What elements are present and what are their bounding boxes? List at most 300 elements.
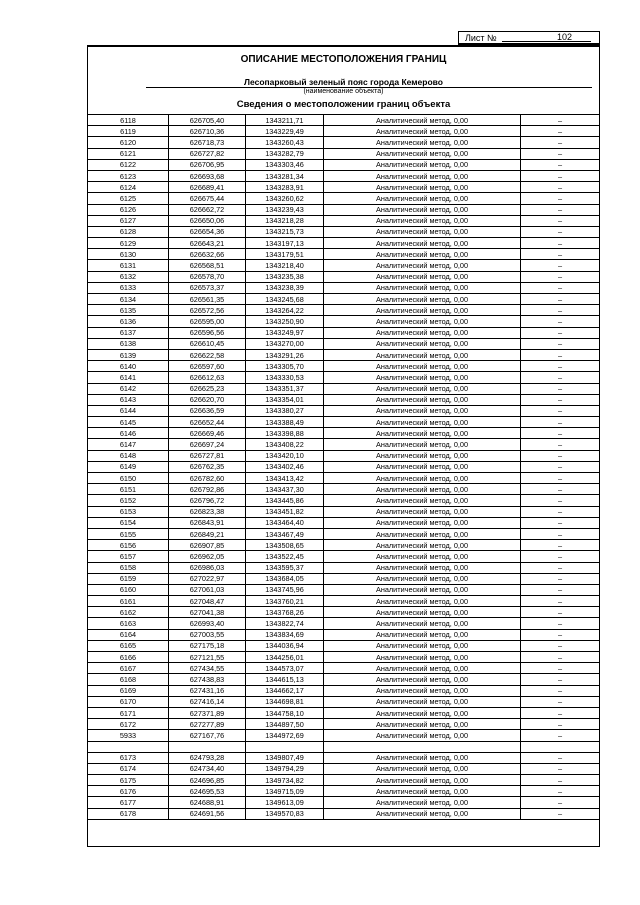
x-coordinate-cell: 626597,60 xyxy=(169,361,246,372)
description-cell: – xyxy=(521,193,600,204)
method-accuracy-cell: Аналитический метод, 0,00 xyxy=(324,226,521,237)
x-coordinate-cell: 626612,63 xyxy=(169,372,246,383)
description-cell: – xyxy=(521,707,600,718)
table-row xyxy=(88,786,600,797)
x-coordinate-cell: 626561,35 xyxy=(169,294,246,305)
point-number-cell: 6128 xyxy=(88,226,169,237)
table-row xyxy=(88,115,600,126)
method-accuracy-cell: Аналитический метод, 0,00 xyxy=(324,148,521,159)
y-coordinate-cell: 1349807,49 xyxy=(246,752,324,763)
point-number-cell: 6163 xyxy=(88,618,169,629)
point-number-cell xyxy=(88,741,169,752)
y-coordinate-cell: 1343354,01 xyxy=(246,394,324,405)
table-row xyxy=(88,126,600,137)
description-cell: – xyxy=(521,495,600,506)
description-cell: – xyxy=(521,473,600,484)
point-number-cell: 6127 xyxy=(88,215,169,226)
description-cell: – xyxy=(521,383,600,394)
x-coordinate-cell: 626610,45 xyxy=(169,338,246,349)
description-cell: – xyxy=(521,596,600,607)
y-coordinate-cell: 1343303,46 xyxy=(246,159,324,170)
point-number-cell: 6125 xyxy=(88,193,169,204)
description-cell: – xyxy=(521,696,600,707)
description-cell: – xyxy=(521,316,600,327)
y-coordinate-cell: 1343291,26 xyxy=(246,349,324,360)
y-coordinate-cell: 1343467,49 xyxy=(246,528,324,539)
table-row xyxy=(88,137,600,148)
x-coordinate-cell: 626620,70 xyxy=(169,394,246,405)
description-cell: – xyxy=(521,282,600,293)
method-accuracy-cell: Аналитический метод, 0,00 xyxy=(324,775,521,786)
x-coordinate-cell: 626568,51 xyxy=(169,260,246,271)
x-coordinate-cell: 626710,36 xyxy=(169,126,246,137)
method-accuracy-cell: Аналитический метод, 0,00 xyxy=(324,607,521,618)
table-row xyxy=(88,271,600,282)
description-cell: – xyxy=(521,461,600,472)
point-number-cell: 5933 xyxy=(88,730,169,741)
y-coordinate-cell: 1343250,90 xyxy=(246,316,324,327)
point-number-cell: 6138 xyxy=(88,338,169,349)
x-coordinate-cell: 626907,85 xyxy=(169,540,246,551)
description-cell: – xyxy=(521,517,600,528)
y-coordinate-cell: 1343451,82 xyxy=(246,506,324,517)
table-row xyxy=(88,450,600,461)
x-coordinate-cell: 627434,55 xyxy=(169,663,246,674)
method-accuracy-cell: Аналитический метод, 0,00 xyxy=(324,271,521,282)
y-coordinate-cell: 1344972,69 xyxy=(246,730,324,741)
description-cell: – xyxy=(521,338,600,349)
method-accuracy-cell: Аналитический метод, 0,00 xyxy=(324,808,521,819)
table-row xyxy=(88,316,600,327)
x-coordinate-cell: 626718,73 xyxy=(169,137,246,148)
y-coordinate-cell: 1343413,42 xyxy=(246,473,324,484)
description-cell: – xyxy=(521,271,600,282)
point-number-cell: 6178 xyxy=(88,808,169,819)
x-coordinate-cell: 626693,68 xyxy=(169,170,246,181)
description-cell: – xyxy=(521,562,600,573)
y-coordinate-cell: 1343388,49 xyxy=(246,417,324,428)
description-cell: – xyxy=(521,137,600,148)
point-number-cell: 6133 xyxy=(88,282,169,293)
method-accuracy-cell: Аналитический метод, 0,00 xyxy=(324,282,521,293)
table-row xyxy=(88,663,600,674)
point-number-cell: 6137 xyxy=(88,327,169,338)
method-accuracy-cell: Аналитический метод, 0,00 xyxy=(324,562,521,573)
y-coordinate-cell: 1343464,40 xyxy=(246,517,324,528)
method-accuracy-cell: Аналитический метод, 0,00 xyxy=(324,596,521,607)
point-number-cell: 6141 xyxy=(88,372,169,383)
method-accuracy-cell: Аналитический метод, 0,00 xyxy=(324,797,521,808)
table-row xyxy=(88,517,600,528)
y-coordinate-cell: 1343305,70 xyxy=(246,361,324,372)
table-row xyxy=(88,573,600,584)
x-coordinate-cell: 624793,28 xyxy=(169,752,246,763)
method-accuracy-cell: Аналитический метод, 0,00 xyxy=(324,629,521,640)
method-accuracy-cell: Аналитический метод, 0,00 xyxy=(324,126,521,137)
x-coordinate-cell: 626632,66 xyxy=(169,249,246,260)
table-row xyxy=(88,170,600,181)
method-accuracy-cell: Аналитический метод, 0,00 xyxy=(324,249,521,260)
x-coordinate-cell: 626823,38 xyxy=(169,506,246,517)
description-cell: – xyxy=(521,361,600,372)
section-title: Сведения о местоположении границ объекта xyxy=(236,99,451,110)
description-cell: – xyxy=(521,618,600,629)
description-cell: – xyxy=(521,439,600,450)
x-coordinate-cell: 627022,97 xyxy=(169,573,246,584)
table-row xyxy=(88,405,600,416)
description-cell: – xyxy=(521,238,600,249)
x-coordinate-cell: 627438,83 xyxy=(169,674,246,685)
y-coordinate-cell: 1343508,65 xyxy=(246,540,324,551)
table-row xyxy=(88,629,600,640)
x-coordinate-cell: 624691,56 xyxy=(169,808,246,819)
point-number-cell: 6154 xyxy=(88,517,169,528)
y-coordinate-cell: 1343420,10 xyxy=(246,450,324,461)
method-accuracy-cell: Аналитический метод, 0,00 xyxy=(324,305,521,316)
table-row xyxy=(88,763,600,774)
x-coordinate-cell: 626596,56 xyxy=(169,327,246,338)
y-coordinate-cell: 1343282,79 xyxy=(246,148,324,159)
table-row xyxy=(88,528,600,539)
y-coordinate-cell: 1343211,71 xyxy=(246,115,324,126)
table-row xyxy=(88,249,600,260)
description-cell: – xyxy=(521,204,600,215)
y-coordinate-cell: 1344615,13 xyxy=(246,674,324,685)
x-coordinate-cell: 627431,16 xyxy=(169,685,246,696)
description-cell: – xyxy=(521,506,600,517)
x-coordinate-cell: 626578,70 xyxy=(169,271,246,282)
point-number-cell: 6168 xyxy=(88,674,169,685)
table-row xyxy=(88,584,600,595)
description-cell: – xyxy=(521,372,600,383)
y-coordinate-cell: 1343522,45 xyxy=(246,551,324,562)
y-coordinate-cell: 1344573,07 xyxy=(246,663,324,674)
description-cell: – xyxy=(521,305,600,316)
table-row xyxy=(88,607,600,618)
y-coordinate-cell: 1343179,51 xyxy=(246,249,324,260)
table-row xyxy=(88,719,600,730)
point-number-cell: 6145 xyxy=(88,417,169,428)
method-accuracy-cell: Аналитический метод, 0,00 xyxy=(324,730,521,741)
description-cell: – xyxy=(521,115,600,126)
point-number-cell: 6126 xyxy=(88,204,169,215)
point-number-cell: 6162 xyxy=(88,607,169,618)
point-number-cell: 6174 xyxy=(88,763,169,774)
table-row xyxy=(88,797,600,808)
x-coordinate-cell: 627048,47 xyxy=(169,596,246,607)
y-coordinate-cell: 1343215,73 xyxy=(246,226,324,237)
point-number-cell: 6124 xyxy=(88,182,169,193)
x-coordinate-cell: 627121,55 xyxy=(169,652,246,663)
x-coordinate-cell xyxy=(169,741,246,752)
table-row xyxy=(88,741,600,752)
point-number-cell: 6144 xyxy=(88,405,169,416)
method-accuracy-cell: Аналитический метод, 0,00 xyxy=(324,182,521,193)
table-row xyxy=(88,305,600,316)
y-coordinate-cell: 1343768,26 xyxy=(246,607,324,618)
method-accuracy-cell: Аналитический метод, 0,00 xyxy=(324,719,521,730)
method-accuracy-cell: Аналитический метод, 0,00 xyxy=(324,316,521,327)
y-coordinate-cell: 1343595,37 xyxy=(246,562,324,573)
y-coordinate-cell: 1349794,29 xyxy=(246,763,324,774)
x-coordinate-cell: 626705,40 xyxy=(169,115,246,126)
sheet-number-underline xyxy=(502,41,591,42)
x-coordinate-cell: 626762,35 xyxy=(169,461,246,472)
x-coordinate-cell: 624734,40 xyxy=(169,763,246,774)
table-row xyxy=(88,159,600,170)
description-cell: – xyxy=(521,260,600,271)
table-row xyxy=(88,193,600,204)
method-accuracy-cell: Аналитический метод, 0,00 xyxy=(324,540,521,551)
method-accuracy-cell: Аналитический метод, 0,00 xyxy=(324,204,521,215)
method-accuracy-cell: Аналитический метод, 0,00 xyxy=(324,170,521,181)
object-name-caption: (наименование объекта) xyxy=(303,88,384,95)
point-number-cell: 6119 xyxy=(88,126,169,137)
method-accuracy-cell: Аналитический метод, 0,00 xyxy=(324,573,521,584)
table-row xyxy=(88,596,600,607)
method-accuracy-cell: Аналитический метод, 0,00 xyxy=(324,361,521,372)
y-coordinate-cell: 1343260,43 xyxy=(246,137,324,148)
description-cell: – xyxy=(521,226,600,237)
y-coordinate-cell: 1343437,30 xyxy=(246,484,324,495)
table-row xyxy=(88,562,600,573)
y-coordinate-cell: 1343351,37 xyxy=(246,383,324,394)
y-coordinate-cell: 1343260,62 xyxy=(246,193,324,204)
description-cell: – xyxy=(521,170,600,181)
y-coordinate-cell: 1343745,96 xyxy=(246,584,324,595)
x-coordinate-cell: 626986,03 xyxy=(169,562,246,573)
x-coordinate-cell: 626654,36 xyxy=(169,226,246,237)
table-row xyxy=(88,417,600,428)
y-coordinate-cell: 1344662,17 xyxy=(246,685,324,696)
method-accuracy-cell: Аналитический метод, 0,00 xyxy=(324,517,521,528)
point-number-cell: 6121 xyxy=(88,148,169,159)
method-accuracy-cell: Аналитический метод, 0,00 xyxy=(324,349,521,360)
table-row xyxy=(88,394,600,405)
point-number-cell: 6120 xyxy=(88,137,169,148)
method-accuracy-cell: Аналитический метод, 0,00 xyxy=(324,685,521,696)
x-coordinate-cell: 626727,82 xyxy=(169,148,246,159)
y-coordinate-cell: 1343398,88 xyxy=(246,428,324,439)
description-cell: – xyxy=(521,607,600,618)
table-row xyxy=(88,674,600,685)
description-cell: – xyxy=(521,417,600,428)
x-coordinate-cell: 626697,24 xyxy=(169,439,246,450)
description-cell: – xyxy=(521,640,600,651)
table-row xyxy=(88,461,600,472)
y-coordinate-cell: 1343249,97 xyxy=(246,327,324,338)
point-number-cell: 6157 xyxy=(88,551,169,562)
method-accuracy-cell: Аналитический метод, 0,00 xyxy=(324,584,521,595)
y-coordinate-cell: 1344897,50 xyxy=(246,719,324,730)
point-number-cell: 6132 xyxy=(88,271,169,282)
method-accuracy-cell: Аналитический метод, 0,00 xyxy=(324,137,521,148)
point-number-cell: 6170 xyxy=(88,696,169,707)
x-coordinate-cell: 627277,89 xyxy=(169,719,246,730)
description-cell: – xyxy=(521,450,600,461)
x-coordinate-cell: 626796,72 xyxy=(169,495,246,506)
method-accuracy-cell: Аналитический метод, 0,00 xyxy=(324,159,521,170)
y-coordinate-cell: 1344036,94 xyxy=(246,640,324,651)
method-accuracy-cell xyxy=(324,741,521,752)
point-number-cell: 6130 xyxy=(88,249,169,260)
x-coordinate-cell: 627041,38 xyxy=(169,607,246,618)
x-coordinate-cell: 626706,95 xyxy=(169,159,246,170)
method-accuracy-cell: Аналитический метод, 0,00 xyxy=(324,674,521,685)
point-number-cell: 6129 xyxy=(88,238,169,249)
description-cell: – xyxy=(521,428,600,439)
point-number-cell: 6169 xyxy=(88,685,169,696)
table-row xyxy=(88,752,600,763)
point-number-cell: 6172 xyxy=(88,719,169,730)
y-coordinate-cell: 1343402,46 xyxy=(246,461,324,472)
x-coordinate-cell: 626573,37 xyxy=(169,282,246,293)
method-accuracy-cell: Аналитический метод, 0,00 xyxy=(324,260,521,271)
description-cell: – xyxy=(521,584,600,595)
sheet-number-box xyxy=(458,31,600,45)
x-coordinate-cell: 626622,58 xyxy=(169,349,246,360)
point-number-cell: 6151 xyxy=(88,484,169,495)
x-coordinate-cell: 627371,89 xyxy=(169,707,246,718)
point-number-cell: 6135 xyxy=(88,305,169,316)
y-coordinate-cell: 1343245,68 xyxy=(246,294,324,305)
method-accuracy-cell: Аналитический метод, 0,00 xyxy=(324,294,521,305)
x-coordinate-cell: 626843,91 xyxy=(169,517,246,528)
y-coordinate-cell: 1349715,09 xyxy=(246,786,324,797)
description-cell: – xyxy=(521,405,600,416)
x-coordinate-cell: 626572,56 xyxy=(169,305,246,316)
point-number-cell: 6160 xyxy=(88,584,169,595)
description-cell: – xyxy=(521,573,600,584)
table-row xyxy=(88,707,600,718)
table-row xyxy=(88,349,600,360)
x-coordinate-cell: 626675,44 xyxy=(169,193,246,204)
table-row xyxy=(88,696,600,707)
point-number-cell: 6140 xyxy=(88,361,169,372)
point-number-cell: 6156 xyxy=(88,540,169,551)
method-accuracy-cell: Аналитический метод, 0,00 xyxy=(324,663,521,674)
description-cell: – xyxy=(521,797,600,808)
method-accuracy-cell: Аналитический метод, 0,00 xyxy=(324,115,521,126)
table-row xyxy=(88,383,600,394)
x-coordinate-cell: 626652,44 xyxy=(169,417,246,428)
method-accuracy-cell: Аналитический метод, 0,00 xyxy=(324,640,521,651)
document-frame xyxy=(87,45,600,847)
sheet-label: Лист № xyxy=(465,33,497,43)
method-accuracy-cell: Аналитический метод, 0,00 xyxy=(324,428,521,439)
point-number-cell: 6164 xyxy=(88,629,169,640)
x-coordinate-cell: 626625,23 xyxy=(169,383,246,394)
description-cell: – xyxy=(521,528,600,539)
table-row xyxy=(88,327,600,338)
y-coordinate-cell: 1343229,49 xyxy=(246,126,324,137)
description-cell: – xyxy=(521,215,600,226)
description-cell: – xyxy=(521,182,600,193)
method-accuracy-cell: Аналитический метод, 0,00 xyxy=(324,752,521,763)
y-coordinate-cell: 1343445,86 xyxy=(246,495,324,506)
point-number-cell: 6155 xyxy=(88,528,169,539)
description-cell: – xyxy=(521,763,600,774)
y-coordinate-cell: 1343218,28 xyxy=(246,215,324,226)
method-accuracy-cell: Аналитический метод, 0,00 xyxy=(324,551,521,562)
x-coordinate-cell: 627003,55 xyxy=(169,629,246,640)
method-accuracy-cell: Аналитический метод, 0,00 xyxy=(324,383,521,394)
x-coordinate-cell: 626993,40 xyxy=(169,618,246,629)
point-number-cell: 6118 xyxy=(88,115,169,126)
point-number-cell: 6175 xyxy=(88,775,169,786)
y-coordinate-cell: 1343218,40 xyxy=(246,260,324,271)
point-number-cell: 6152 xyxy=(88,495,169,506)
description-cell: – xyxy=(521,551,600,562)
point-number-cell: 6147 xyxy=(88,439,169,450)
y-coordinate-cell: 1343239,43 xyxy=(246,204,324,215)
method-accuracy-cell: Аналитический метод, 0,00 xyxy=(324,327,521,338)
boundary-points-table xyxy=(87,114,600,820)
y-coordinate-cell: 1349570,83 xyxy=(246,808,324,819)
point-number-cell: 6173 xyxy=(88,752,169,763)
method-accuracy-cell: Аналитический метод, 0,00 xyxy=(324,506,521,517)
x-coordinate-cell: 624695,53 xyxy=(169,786,246,797)
y-coordinate-cell: 1344698,81 xyxy=(246,696,324,707)
method-accuracy-cell: Аналитический метод, 0,00 xyxy=(324,193,521,204)
x-coordinate-cell: 626792,86 xyxy=(169,484,246,495)
method-accuracy-cell: Аналитический метод, 0,00 xyxy=(324,405,521,416)
method-accuracy-cell: Аналитический метод, 0,00 xyxy=(324,696,521,707)
table-row xyxy=(88,238,600,249)
description-cell: – xyxy=(521,394,600,405)
table-row xyxy=(88,182,600,193)
point-number-cell: 6146 xyxy=(88,428,169,439)
point-number-cell: 6176 xyxy=(88,786,169,797)
description-cell: – xyxy=(521,349,600,360)
table-row xyxy=(88,428,600,439)
point-number-cell: 6148 xyxy=(88,450,169,461)
method-accuracy-cell: Аналитический метод, 0,00 xyxy=(324,707,521,718)
point-number-cell: 6150 xyxy=(88,473,169,484)
point-number-cell: 6136 xyxy=(88,316,169,327)
table-row xyxy=(88,618,600,629)
point-number-cell: 6122 xyxy=(88,159,169,170)
table-row xyxy=(88,484,600,495)
x-coordinate-cell: 624688,91 xyxy=(169,797,246,808)
x-coordinate-cell: 626962,05 xyxy=(169,551,246,562)
table-row xyxy=(88,540,600,551)
x-coordinate-cell: 627416,14 xyxy=(169,696,246,707)
description-cell: – xyxy=(521,629,600,640)
y-coordinate-cell: 1343408,22 xyxy=(246,439,324,450)
method-accuracy-cell: Аналитический метод, 0,00 xyxy=(324,786,521,797)
x-coordinate-cell: 627061,03 xyxy=(169,584,246,595)
description-cell: – xyxy=(521,148,600,159)
x-coordinate-cell: 627167,76 xyxy=(169,730,246,741)
y-coordinate-cell: 1343270,00 xyxy=(246,338,324,349)
table-row xyxy=(88,260,600,271)
method-accuracy-cell: Аналитический метод, 0,00 xyxy=(324,763,521,774)
table-row xyxy=(88,652,600,663)
y-coordinate-cell xyxy=(246,741,324,752)
table-row xyxy=(88,775,600,786)
point-number-cell: 6177 xyxy=(88,797,169,808)
point-number-cell: 6166 xyxy=(88,652,169,663)
y-coordinate-cell: 1343235,38 xyxy=(246,271,324,282)
table-row xyxy=(88,294,600,305)
y-coordinate-cell: 1344256,01 xyxy=(246,652,324,663)
y-coordinate-cell: 1343264,22 xyxy=(246,305,324,316)
point-number-cell: 6167 xyxy=(88,663,169,674)
object-name: Лесопарковый зеленый пояс города Кемерово xyxy=(244,77,443,87)
y-coordinate-cell: 1343834,69 xyxy=(246,629,324,640)
method-accuracy-cell: Аналитический метод, 0,00 xyxy=(324,338,521,349)
